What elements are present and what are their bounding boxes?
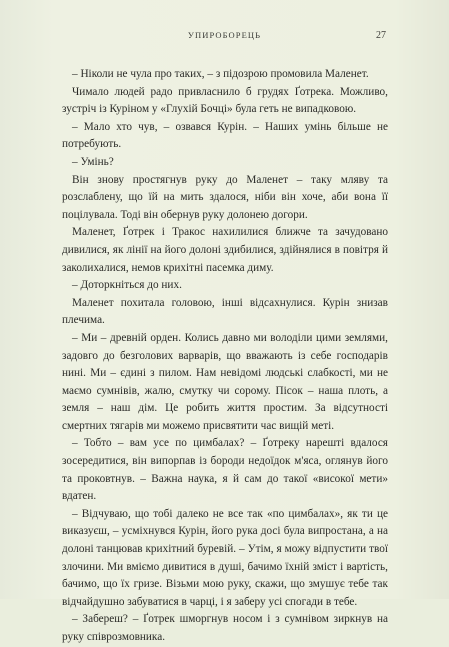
page-number: 27	[376, 30, 386, 41]
paragraph: – Ми – древній орден. Колись давно ми володіли цими землями, задовго до безголових варварів, що вважають із себе господарів нині. Ми – єдині з пилом. Нам невідомі людські слабкості, ми не маємо сумнівів, жалю, смутку чи сорому. Пісок – наша плоть, а земля – наш дім. Це робить життя простим. За відсутності смертних тягарів ми можемо присвятити час вищій меті.	[62, 331, 388, 432]
paragraph: – Забереш? – Ґотрек шморгнув носом і з сумнівом зиркнув на руку співрозмовника.	[62, 613, 388, 643]
paragraph: Чималo людей радо привласнило б грудях Ґотрека. Можливо, зустріч із Куріном у «Глухій Бочці» була геть не випадковою.	[62, 85, 388, 116]
paragraph: – Доторкніться до них.	[72, 279, 182, 292]
body-text	[62, 66, 388, 647]
paragraph: – Мало хто чув, – озвався Курін. – Наших умінь більше не потребують.	[62, 120, 388, 151]
paragraph: – Відчуваю, що тобі далеко не все так «по цимбалах», як ти це виказуєш, – усміхнувся Курін, його рука досі була випростана, а на долоні танцював крихітний буревій. – Утім, я можу відпустити твої злочини. Ми вміємо дивитися в душі, бачимо їхній зміст і вартість, бачимо, що їх гризе. Візьми мою руку, скажи, що змушує тебе так відчайдушно забуватися в чарці, і я заберу усі спогади в тебе.	[62, 507, 388, 608]
paragraph: Маленет похитала головою, інші відсахнулися. Курін знизав плечима.	[62, 296, 388, 327]
page-header	[0, 30, 449, 44]
paragraph: Маленет, Ґотрек і Тракос нахилилися ближче та зачудовано дивилися, як лінії на його долоні здибилися, здійнялися в повітря й заколихалися, немов крихітні пасемка диму.	[62, 226, 388, 274]
paragraph: – Тобто – вам усе по цимбалах? – Ґотреку нарешті вдалося зосередитися, він випорпав із бороди недоїдок м'яса, оглянув його та проковтнув. – Важна наука, я й сам до такої «високої мети» вдатен.	[62, 437, 388, 503]
paragraph: – Умінь?	[72, 155, 114, 168]
running-title: УПИРОБОРЕЦЬ	[187, 30, 262, 40]
paragraph: – Ніколи не чула про таких, – з підозрою промовила Маленет.	[72, 68, 369, 80]
paragraph: Він знову простягнув руку до Маленет – таку мляву та розслаблену, що їй на мить здалося, ніби він хоче, аби вона її поцілувала. Тоді він обернув руку долонею догори.	[62, 173, 388, 221]
